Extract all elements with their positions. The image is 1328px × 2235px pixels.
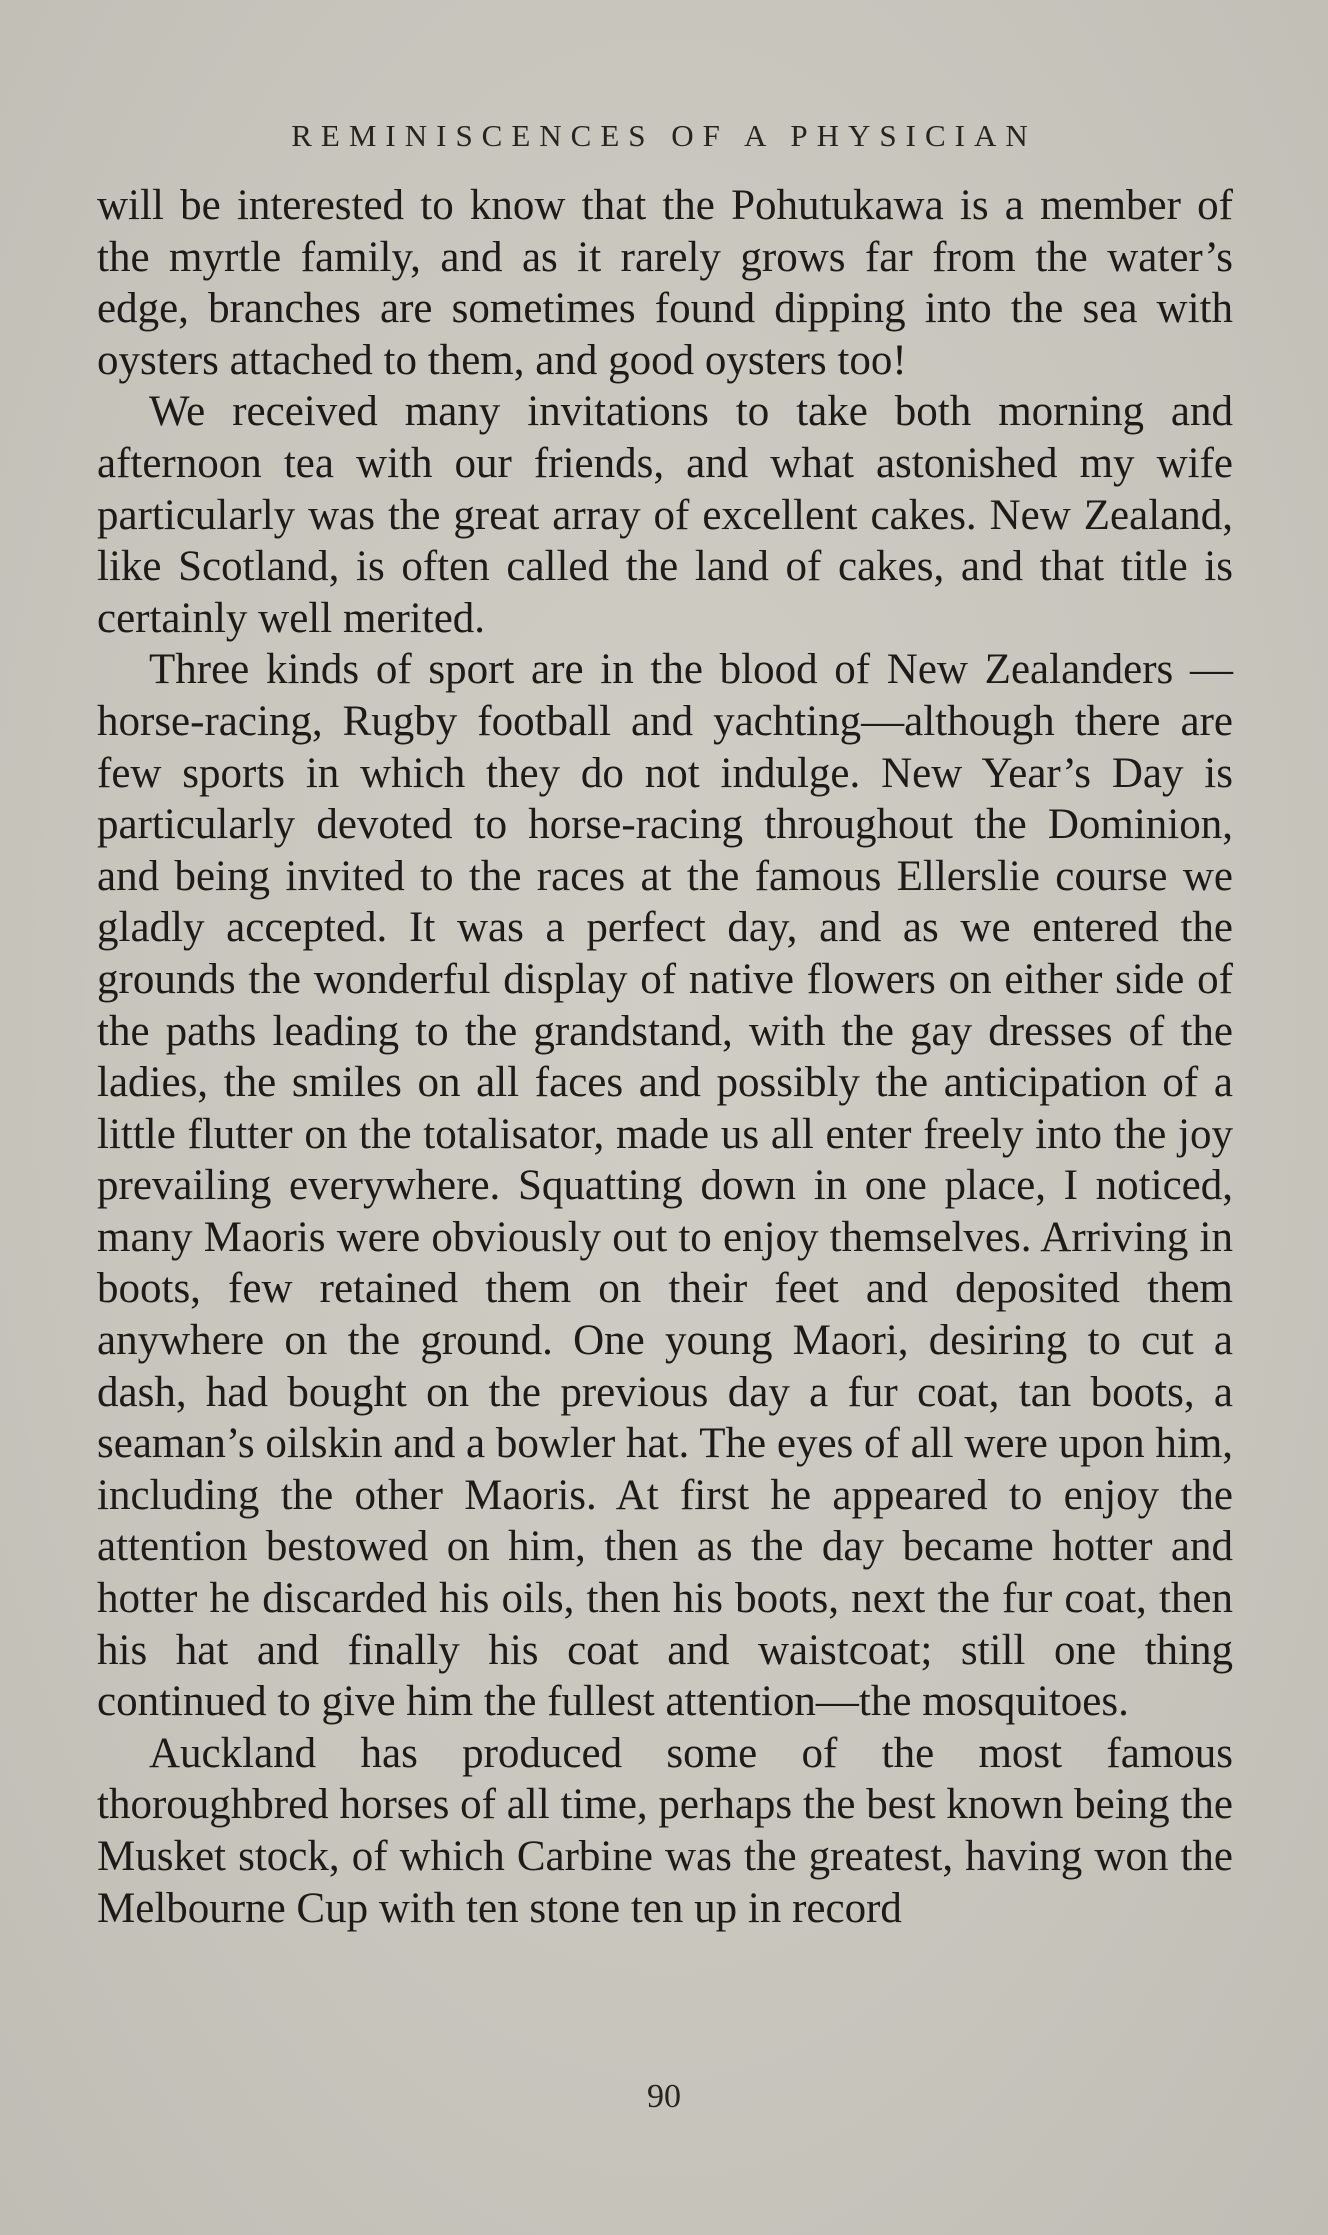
paragraph-tea-and-cakes: We received many invitations to take both morning and afternoon tea with our friends, and what astonished my wife particularly was the great array of excellent cakes. New Zealand, like Scotland, is often called the land of cakes, and that title is certainly well merited. [97, 388, 1233, 642]
body-text [97, 180, 1233, 1934]
paragraph-thoroughbred-horses: Auckland has produced some of the most famous thoroughbred horses of all time, perhaps the best known being the Musket stock, of which Carbine was the greatest, having won the Melbourne Cup with ten stone ten up in record [97, 1729, 1233, 1932]
paragraph-sport-and-races: Three kinds of sport are in the blood of New Zealanders —horse-racing, Rugby football and yachting—although there are few sports in which they do not indulge. New Year’s Day is particularly devoted to horse-racing throughout the Dominion, and being invited to the races at the famous Ellerslie course we gladly accepted. It was a perfect day, and as we entered the grounds the wonderful display of native flowers on either side of the paths leading to the grandstand, with the gay dresses of the ladies, the smiles on all faces and possibly the anticipation of a little flutter on the totalisator, made us all enter freely into the joy prevailing everywhere. Squatting down in one place, I noticed, many Maoris were obviously out to enjoy themselves. Arriving in boots, few retained them on their feet and deposited them anywhere on the ground. One young Maori, desiring to cut a dash, had bought on the previous day a fur coat, tan boots, a seaman’s oilskin and a bowler hat. The eyes of all were upon him, including the other Maoris. At first he appeared to enjoy the attention bestowed on him, then as the day became hotter and hotter he discarded his oils, then his boots, next the fur coat, then his hat and finally his coat and waistcoat; still one thing continued to give him the fullest attention—the mosquitoes. [97, 646, 1234, 1726]
paragraph-continued: will be interested to know that the Pohutukawa is a member of the myrtle family, and as it rarely grows far from the water’s edge, branches are sometimes found dipping into the sea with oysters attached to them, and good oysters too! [97, 182, 1233, 384]
running-header: REMINISCENCES OF A PHYSICIAN [291, 118, 1037, 153]
page-number: 90 [647, 2078, 681, 2115]
